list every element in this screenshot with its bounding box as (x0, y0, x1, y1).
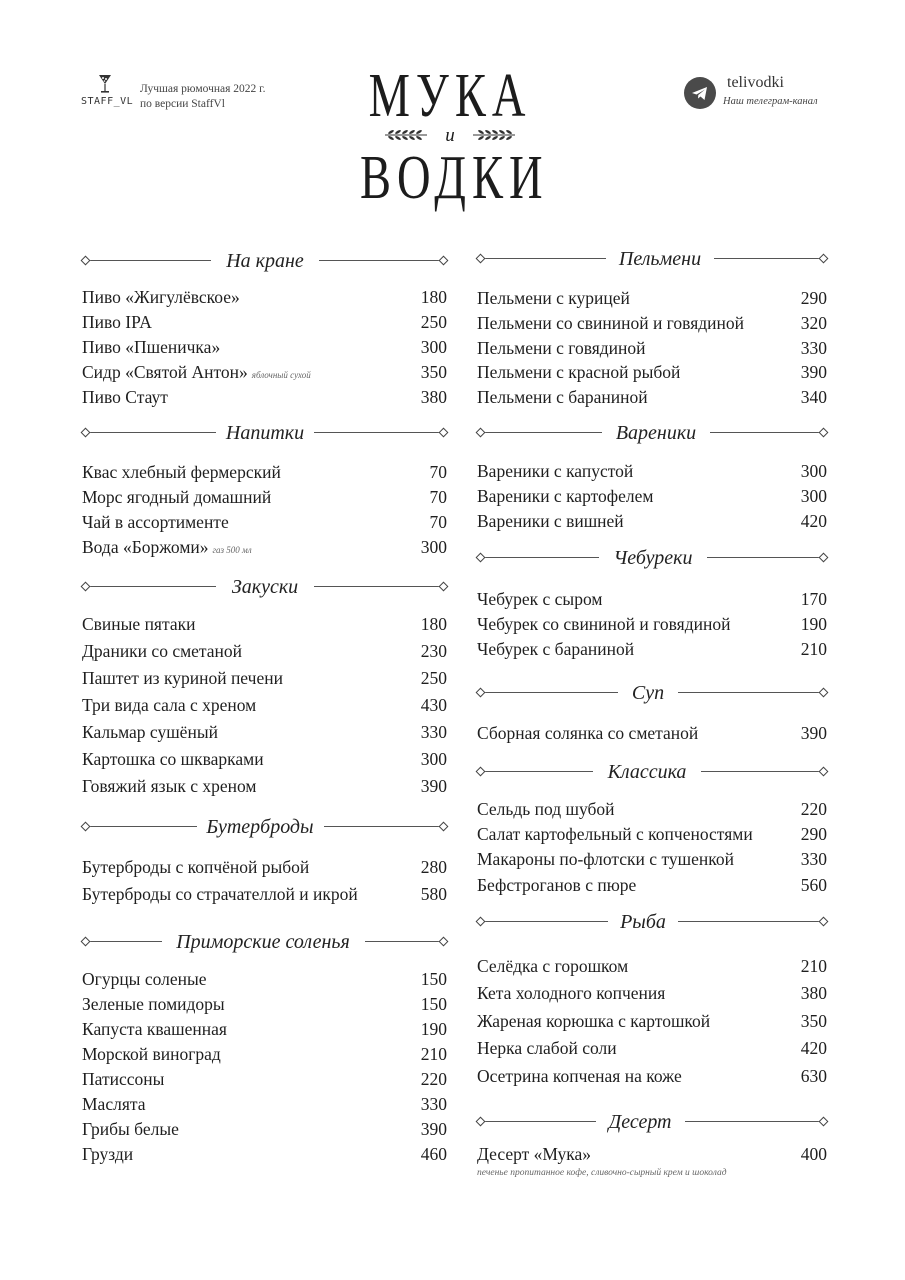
item-name (82, 461, 281, 483)
item-name (477, 982, 665, 1004)
divider-line (707, 557, 823, 558)
menu-item (477, 955, 827, 977)
menu-item (477, 848, 827, 870)
item-price: 560 (800, 875, 827, 895)
item-name-text: Огурцы соленые (82, 969, 207, 989)
item-name-text: Чебурек с сыром (477, 589, 603, 609)
menu-item (82, 721, 447, 743)
section-heading-pelmeni (477, 247, 827, 271)
menu-item (82, 386, 447, 408)
menu-item (477, 337, 827, 359)
award-text (140, 82, 265, 112)
menu-item (82, 1118, 447, 1140)
diamond-ornament-icon (819, 254, 829, 264)
item-name (82, 1143, 133, 1165)
menu-item (477, 386, 827, 408)
item-price: 460 (420, 1144, 447, 1164)
diamond-ornament-icon (819, 553, 829, 563)
item-price: 300 (800, 486, 827, 506)
diamond-ornament-icon (476, 1117, 486, 1127)
telegram-handle[interactable]: telivodki (727, 74, 784, 91)
divider-line (710, 432, 823, 433)
item-name-text: Пиво «Жигулёвское» (82, 287, 240, 307)
item-name-text: Грузди (82, 1144, 134, 1164)
item-name-text: Пельмени со свининой и говядиной (477, 313, 745, 333)
logo-word-vodka: ВОДКИ (360, 144, 549, 212)
item-name (477, 361, 680, 383)
divider-line (319, 260, 443, 261)
item-name (477, 1065, 682, 1087)
item-name (82, 721, 218, 743)
item-name (477, 287, 630, 309)
item-name-text: Чебурек с бараниной (477, 639, 635, 659)
item-name-text: Свиные пятаки (82, 614, 196, 634)
divider-line (86, 260, 211, 261)
item-name (82, 613, 195, 635)
item-price: 250 (420, 668, 447, 688)
menu-item (82, 856, 447, 878)
item-name-text: Бефстроганов с пюре (477, 875, 637, 895)
section-heading-fish (477, 910, 827, 934)
staff-vl-badge (81, 74, 134, 107)
item-name-text: Вода «Боржоми» (82, 537, 209, 557)
item-price: 580 (420, 884, 447, 904)
menu-item (477, 613, 827, 635)
item-name-text: Морс ягодный домашний (82, 487, 272, 507)
divider-line (481, 258, 606, 259)
item-price: 210 (800, 639, 827, 659)
section-title: Пельмени (618, 248, 702, 270)
menu-item (477, 1143, 827, 1165)
item-name (82, 1118, 179, 1140)
section-title: Бутерброды (206, 816, 314, 838)
divider-line (714, 258, 823, 259)
logo-word-flour: МУКА (368, 62, 532, 130)
item-name (477, 485, 653, 507)
item-price: 390 (420, 776, 447, 796)
item-name (82, 336, 220, 358)
item-name-text: Пельмени с говядиной (477, 338, 646, 358)
item-name-text: Селёдка с горошком (477, 956, 629, 976)
item-price: 330 (420, 722, 447, 742)
item-name (82, 640, 242, 662)
item-price: 430 (420, 695, 447, 715)
menu-item (477, 588, 827, 610)
item-name-text: Жареная корюшка с картошкой (477, 1011, 711, 1031)
divider-line (678, 692, 823, 693)
menu-item (82, 993, 447, 1015)
section-heading-vareniki (477, 421, 827, 445)
divider-line (86, 941, 162, 942)
section-title: Рыба (620, 911, 666, 933)
item-name-text: Сельдь под шубой (477, 799, 615, 819)
item-price: 180 (420, 287, 447, 307)
menu-item (477, 874, 827, 896)
item-name-text: Чебурек со свининой и говядиной (477, 614, 731, 634)
item-price: 180 (420, 614, 447, 634)
item-price: 390 (800, 362, 827, 382)
divider-line (324, 826, 444, 827)
item-name (82, 286, 240, 308)
item-price: 300 (420, 749, 447, 769)
item-name-text: Паштет из куриной печени (82, 668, 283, 688)
wheat-branch-icon (471, 126, 517, 142)
item-price: 70 (429, 512, 447, 532)
item-price: 380 (800, 983, 827, 1003)
diamond-ornament-icon (476, 553, 486, 563)
menu-item (477, 485, 827, 507)
telegram-caption: Наш телеграм-канал (723, 96, 818, 107)
menu-item (82, 640, 447, 662)
diamond-ornament-icon (81, 428, 91, 438)
menu-item (477, 312, 827, 334)
menu-item (477, 823, 827, 845)
section-title: На кране (226, 250, 304, 272)
item-name (82, 1093, 146, 1115)
section-heading-drinks (82, 421, 447, 445)
diamond-ornament-icon (81, 937, 91, 947)
item-name (82, 486, 271, 508)
menu-item (82, 968, 447, 990)
item-name (82, 361, 311, 386)
diamond-ornament-icon (439, 937, 449, 947)
item-name-text: Вареники с капустой (477, 461, 634, 481)
item-name-text: Зеленые помидоры (82, 994, 225, 1014)
item-note: газ 500 мл (212, 545, 252, 555)
item-name (477, 955, 628, 977)
item-name-text: Грибы белые (82, 1119, 179, 1139)
section-heading-soup (477, 681, 827, 705)
staff-label: STAFF_VL (81, 96, 134, 107)
item-name-text: Капуста квашенная (82, 1019, 227, 1039)
diamond-ornament-icon (81, 582, 91, 592)
section-title: Чебуреки (613, 547, 693, 569)
item-name (477, 848, 734, 870)
section-heading-on-tap (82, 249, 447, 273)
item-name (477, 510, 624, 532)
section-title: Классика (607, 761, 687, 783)
item-name-text: Картошка со шкварками (82, 749, 264, 769)
wine-glass-icon (97, 74, 113, 94)
item-price: 300 (420, 537, 447, 557)
diamond-ornament-icon (819, 917, 829, 927)
menu-item (82, 1143, 447, 1165)
item-price: 300 (420, 337, 447, 357)
item-name (82, 311, 152, 333)
section-heading-chebureki (477, 546, 827, 570)
item-name (82, 968, 207, 990)
item-price: 70 (429, 487, 447, 507)
item-name-text: Пельмени с курицей (477, 288, 630, 308)
divider-line (481, 692, 618, 693)
item-name (82, 511, 229, 533)
menu-item (82, 486, 447, 508)
item-price: 290 (800, 288, 827, 308)
item-price: 350 (420, 362, 447, 382)
menu-item (477, 361, 827, 383)
item-name-text: Морской виноград (82, 1044, 221, 1064)
item-name (477, 386, 648, 408)
item-price: 150 (420, 969, 447, 989)
item-name (477, 1037, 617, 1059)
menu-item (82, 511, 447, 533)
diamond-ornament-icon (439, 428, 449, 438)
item-name (82, 1043, 221, 1065)
item-name-text: Салат картофельный с копченостями (477, 824, 753, 844)
menu-item (477, 287, 827, 309)
item-name (477, 638, 634, 660)
item-name-text: Патиссоны (82, 1069, 165, 1089)
section-heading-pickles (82, 930, 447, 954)
item-name-text: Бутерброды со страчателлой и икрой (82, 884, 358, 904)
item-name (82, 748, 264, 770)
item-price: 380 (420, 387, 447, 407)
diamond-ornament-icon (439, 822, 449, 832)
menu-item (82, 748, 447, 770)
diamond-ornament-icon (819, 1117, 829, 1127)
item-name (477, 874, 636, 896)
menu-item (82, 775, 447, 797)
divider-line (701, 771, 823, 772)
item-price: 300 (800, 461, 827, 481)
menu-item (82, 536, 447, 558)
section-title: Приморские соленья (176, 931, 350, 953)
item-name-text: Говяжий язык с хреном (82, 776, 257, 796)
item-name (82, 1068, 164, 1090)
item-price: 220 (420, 1069, 447, 1089)
section-heading-classics (477, 760, 827, 784)
item-name (82, 883, 358, 905)
item-name (82, 775, 256, 797)
item-name (82, 856, 309, 878)
menu-item (477, 1010, 827, 1032)
item-price: 210 (800, 956, 827, 976)
item-price: 150 (420, 994, 447, 1014)
menu-item (477, 1065, 827, 1087)
divider-line (481, 557, 599, 558)
menu-item (82, 1093, 447, 1115)
menu-item (477, 982, 827, 1004)
diamond-ornament-icon (476, 917, 486, 927)
item-name (82, 536, 252, 561)
item-name-text: Пиво «Пшеничка» (82, 337, 221, 357)
logo-and: и (445, 125, 455, 146)
menu-item (82, 1043, 447, 1065)
divider-line (86, 432, 216, 433)
item-name-text: Осетрина копченая на коже (477, 1066, 682, 1086)
menu-item (82, 613, 447, 635)
item-name-text: Сидр «Святой Антон» (82, 362, 248, 382)
menu-item (82, 461, 447, 483)
item-price: 630 (800, 1066, 827, 1086)
menu-item (82, 286, 447, 308)
menu-item (477, 638, 827, 660)
item-price: 250 (420, 312, 447, 332)
item-price: 320 (800, 313, 827, 333)
item-price: 280 (420, 857, 447, 877)
divider-line (314, 432, 443, 433)
item-note: яблочный сухой (251, 370, 311, 380)
item-price: 330 (800, 849, 827, 869)
item-price: 210 (420, 1044, 447, 1064)
divider-line (481, 771, 593, 772)
item-name-text: Квас хлебный фермерский (82, 462, 281, 482)
item-name-text: Чай в ассортименте (82, 512, 229, 532)
item-name-text: Пельмени с красной рыбой (477, 362, 681, 382)
item-name (477, 613, 730, 635)
menu-item (477, 798, 827, 820)
item-name (477, 1010, 710, 1032)
item-name (82, 993, 225, 1015)
item-name (477, 1143, 591, 1165)
diamond-ornament-icon (439, 582, 449, 592)
item-price: 330 (800, 338, 827, 358)
item-price: 400 (800, 1144, 827, 1164)
diamond-ornament-icon (81, 822, 91, 832)
divider-line (365, 941, 444, 942)
item-name (477, 722, 698, 744)
item-name (82, 694, 256, 716)
item-name (477, 337, 646, 359)
item-name (477, 588, 602, 610)
menu-item (82, 1068, 447, 1090)
item-name (477, 312, 744, 334)
divider-line (314, 586, 443, 587)
item-price: 420 (800, 511, 827, 531)
item-name (477, 460, 633, 482)
item-name-text: Сборная солянка со сметаной (477, 723, 699, 743)
item-name-text: Пельмени с бараниной (477, 387, 648, 407)
item-name (477, 823, 753, 845)
item-name-text: Драники со сметаной (82, 641, 243, 661)
diamond-ornament-icon (439, 256, 449, 266)
divider-line (481, 432, 602, 433)
item-name-text: Вареники с картофелем (477, 486, 654, 506)
menu-item (82, 311, 447, 333)
item-price: 190 (420, 1019, 447, 1039)
award-line-1: Лучшая рюмочная 2022 г. (140, 83, 266, 95)
menu-item (82, 361, 447, 383)
section-title: Суп (631, 682, 665, 704)
item-name (82, 667, 283, 689)
wheat-branch-icon (383, 126, 429, 142)
diamond-ornament-icon (81, 256, 91, 266)
item-name-text: Пиво IPA (82, 312, 152, 332)
item-name-text: Бутерброды с копчёной рыбой (82, 857, 310, 877)
award-line-2: по версии StaffVl (140, 98, 225, 110)
item-name-text: Десерт «Мука» (477, 1144, 592, 1164)
section-title: Вареники (615, 422, 697, 444)
section-title: Десерт (608, 1111, 672, 1133)
item-name-text: Нерка слабой соли (477, 1038, 617, 1058)
menu-item (82, 883, 447, 905)
section-title: Закуски (231, 576, 299, 598)
divider-line (685, 1121, 824, 1122)
item-name-text: Макароны по-флотски с тушенкой (477, 849, 734, 869)
divider-line (86, 826, 197, 827)
item-name-text: Вареники с вишней (477, 511, 624, 531)
divider-line (678, 921, 823, 922)
item-name-text: Маслята (82, 1094, 146, 1114)
item-price: 230 (420, 641, 447, 661)
item-price: 170 (800, 589, 827, 609)
menu-item (477, 722, 827, 744)
logo (330, 62, 570, 212)
section-title: Напитки (225, 422, 305, 444)
item-price: 70 (429, 462, 447, 482)
menu-item (477, 510, 827, 532)
menu-item (477, 460, 827, 482)
menu-item (82, 336, 447, 358)
item-price: 220 (800, 799, 827, 819)
item-name (82, 1018, 227, 1040)
menu-item (82, 667, 447, 689)
item-price: 340 (800, 387, 827, 407)
divider-line (481, 921, 608, 922)
item-price: 420 (800, 1038, 827, 1058)
diamond-ornament-icon (476, 688, 486, 698)
diamond-ornament-icon (476, 767, 486, 777)
item-name-text: Пиво Стаут (82, 387, 168, 407)
menu-item (477, 1037, 827, 1059)
telegram-icon[interactable] (684, 77, 716, 109)
diamond-ornament-icon (819, 428, 829, 438)
divider-line (481, 1121, 596, 1122)
item-name-text: Три вида сала с хреном (82, 695, 257, 715)
divider-line (86, 586, 216, 587)
diamond-ornament-icon (819, 688, 829, 698)
diamond-ornament-icon (476, 254, 486, 264)
item-price: 330 (420, 1094, 447, 1114)
item-price: 290 (800, 824, 827, 844)
section-heading-sandwiches (82, 815, 447, 839)
diamond-ornament-icon (476, 428, 486, 438)
item-price: 190 (800, 614, 827, 634)
item-price: 390 (800, 723, 827, 743)
menu-item (82, 694, 447, 716)
menu-item (82, 1018, 447, 1040)
item-name-text: Кета холодного копчения (477, 983, 666, 1003)
item-name (82, 386, 168, 408)
item-price: 350 (800, 1011, 827, 1031)
section-heading-snacks (82, 575, 447, 599)
item-name-text: Кальмар сушёный (82, 722, 218, 742)
item-price: 390 (420, 1119, 447, 1139)
item-name (477, 798, 615, 820)
section-heading-dessert (477, 1110, 827, 1134)
item-description: печенье пропитанное кофе, сливочно-сырный крем и шоколад (477, 1168, 727, 1178)
diamond-ornament-icon (819, 767, 829, 777)
